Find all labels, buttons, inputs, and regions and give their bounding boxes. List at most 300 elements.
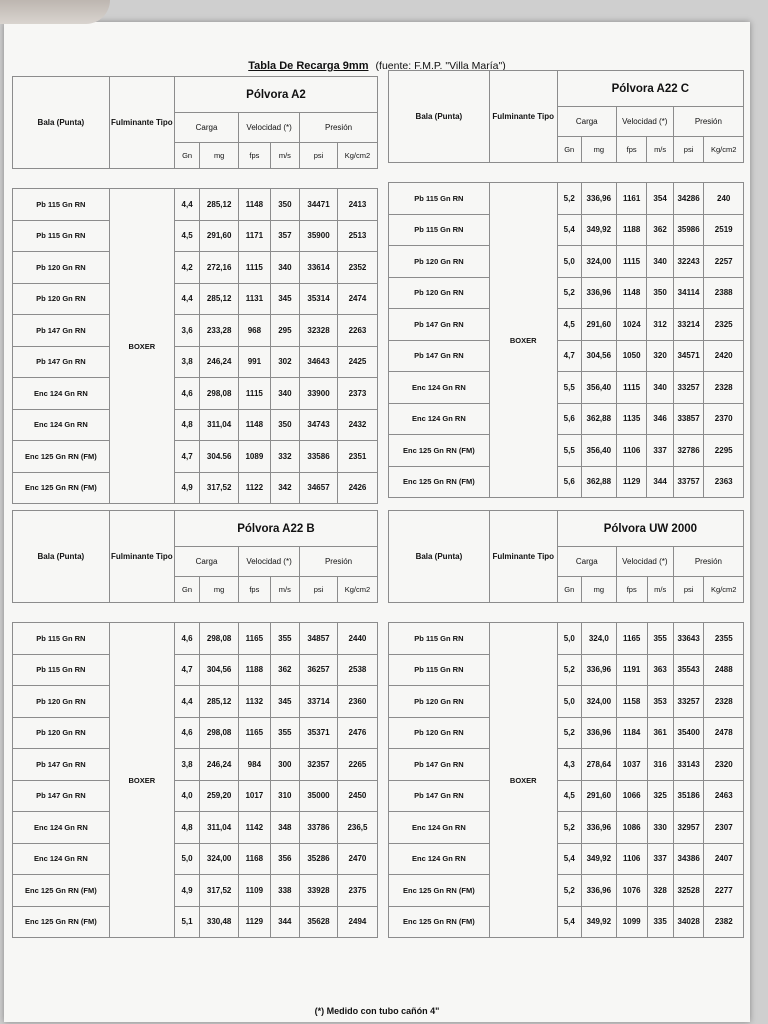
table-row	[13, 623, 378, 655]
value-cell: 32957	[673, 812, 704, 844]
table-row	[389, 906, 744, 938]
value-cell: 1161	[616, 183, 647, 215]
value-cell: 340	[647, 246, 673, 278]
value-cell: 2382	[704, 906, 744, 938]
bala-cell: Enc 125 Gn RN (FM)	[13, 875, 110, 907]
value-cell: 1089	[239, 441, 271, 473]
value-cell: 304,56	[581, 340, 616, 372]
table-row	[389, 466, 744, 498]
value-cell: 1115	[616, 372, 647, 404]
unit-header: m/s	[270, 143, 299, 169]
bala-cell: Enc 124 Gn RN	[389, 812, 490, 844]
bala-cell: Enc 125 Gn RN (FM)	[389, 906, 490, 938]
value-cell: 33757	[673, 466, 704, 498]
value-cell: 345	[270, 283, 299, 315]
bala-header: Bala (Punta)	[13, 77, 110, 169]
fulminante-header: Fulminante Tipo	[109, 77, 174, 169]
value-cell: 5,6	[557, 403, 581, 435]
table-row	[13, 346, 378, 378]
value-cell: 336,96	[581, 875, 616, 907]
value-cell: 300	[270, 749, 299, 781]
value-cell: 2426	[337, 472, 377, 504]
value-cell: 4,8	[174, 812, 199, 844]
value-cell: 2370	[704, 403, 744, 435]
bala-cell: Pb 120 Gn RN	[389, 277, 490, 309]
value-cell: 2420	[704, 340, 744, 372]
bala-cell: Pb 147 Gn RN	[389, 340, 490, 372]
value-cell: 2413	[337, 189, 377, 221]
title-text: Tabla De Recarga 9mm	[248, 60, 369, 72]
table-row	[13, 220, 378, 252]
unit-header: mg	[581, 577, 616, 603]
value-cell: 34571	[673, 340, 704, 372]
value-cell: 332	[270, 441, 299, 473]
value-cell: 1115	[239, 378, 271, 410]
value-cell: 349,92	[581, 843, 616, 875]
primer-cell: BOXER	[109, 189, 174, 504]
value-cell: 33614	[300, 252, 338, 284]
value-cell: 2373	[337, 378, 377, 410]
value-cell: 2328	[704, 686, 744, 718]
value-cell: 4,3	[557, 749, 581, 781]
value-cell: 5,0	[557, 246, 581, 278]
value-cell: 349,92	[581, 214, 616, 246]
value-cell: 2257	[704, 246, 744, 278]
presion-header: Presión	[673, 107, 743, 137]
value-cell: 356,40	[581, 435, 616, 467]
value-cell: 2325	[704, 309, 744, 341]
value-cell: 336,96	[581, 717, 616, 749]
value-cell: 355	[270, 717, 299, 749]
value-cell: 362,88	[581, 466, 616, 498]
value-cell: 346	[647, 403, 673, 435]
spacer-row	[389, 603, 744, 623]
bala-cell: Enc 124 Gn RN	[389, 372, 490, 404]
value-cell: 353	[647, 686, 673, 718]
value-cell: 2538	[337, 654, 377, 686]
table-row	[13, 441, 378, 473]
value-cell: 338	[270, 875, 299, 907]
value-cell: 3,8	[174, 749, 199, 781]
value-cell: 340	[270, 378, 299, 410]
value-cell: 33857	[673, 403, 704, 435]
bala-cell: Pb 120 Gn RN	[13, 717, 110, 749]
table-row	[13, 252, 378, 284]
unit-header: Gn	[557, 137, 581, 163]
value-cell: 349,92	[581, 906, 616, 938]
value-cell: 3,6	[174, 315, 199, 347]
bala-cell: Pb 120 Gn RN	[389, 686, 490, 718]
value-cell: 312	[647, 309, 673, 341]
table-row	[389, 843, 744, 875]
bala-cell: Enc 124 Gn RN	[13, 843, 110, 875]
table-row	[13, 780, 378, 812]
unit-header: psi	[300, 143, 338, 169]
bala-cell: Pb 147 Gn RN	[389, 780, 490, 812]
value-cell: 298,08	[200, 378, 239, 410]
bala-cell: Pb 147 Gn RN	[13, 780, 110, 812]
table-row	[389, 875, 744, 907]
carga-header: Carga	[174, 547, 238, 577]
bala-cell: Enc 125 Gn RN (FM)	[389, 875, 490, 907]
value-cell: 2407	[704, 843, 744, 875]
velocidad-header: Velocidad (*)	[616, 107, 673, 137]
unit-header: mg	[200, 143, 239, 169]
value-cell: 34471	[300, 189, 338, 221]
value-cell: 5,2	[557, 717, 581, 749]
table-row	[13, 843, 378, 875]
value-cell: 4,7	[174, 654, 199, 686]
table-row	[389, 717, 744, 749]
bala-cell: Enc 125 Gn RN (FM)	[389, 435, 490, 467]
value-cell: 34643	[300, 346, 338, 378]
value-cell: 324,0	[581, 623, 616, 655]
value-cell: 34114	[673, 277, 704, 309]
value-cell: 4,6	[174, 378, 199, 410]
value-cell: 34743	[300, 409, 338, 441]
value-cell: 361	[647, 717, 673, 749]
table-row	[13, 283, 378, 315]
value-cell: 357	[270, 220, 299, 252]
value-cell: 285,12	[200, 686, 239, 718]
value-cell: 2355	[704, 623, 744, 655]
value-cell: 1158	[616, 686, 647, 718]
value-cell: 336,96	[581, 654, 616, 686]
value-cell: 1109	[239, 875, 271, 907]
value-cell: 33257	[673, 686, 704, 718]
value-cell: 33714	[300, 686, 338, 718]
value-cell: 5,2	[557, 654, 581, 686]
value-cell: 2476	[337, 717, 377, 749]
value-cell: 1106	[616, 435, 647, 467]
table-row	[13, 189, 378, 221]
bala-cell: Pb 120 Gn RN	[13, 686, 110, 718]
value-cell: 991	[239, 346, 271, 378]
value-cell: 32328	[300, 315, 338, 347]
value-cell: 32357	[300, 749, 338, 781]
value-cell: 348	[270, 812, 299, 844]
value-cell: 1066	[616, 780, 647, 812]
bala-cell: Enc 124 Gn RN	[13, 409, 110, 441]
value-cell: 1148	[239, 189, 271, 221]
table-row	[389, 340, 744, 372]
bala-header: Bala (Punta)	[389, 511, 490, 603]
powder-title: Pólvora A22 B	[174, 511, 377, 547]
value-cell: 336,96	[581, 183, 616, 215]
value-cell: 1099	[616, 906, 647, 938]
value-cell: 4,5	[174, 220, 199, 252]
value-cell: 2470	[337, 843, 377, 875]
value-cell: 355	[270, 623, 299, 655]
value-cell: 1050	[616, 340, 647, 372]
value-cell: 984	[239, 749, 271, 781]
value-cell: 291,60	[581, 309, 616, 341]
table-row	[389, 214, 744, 246]
presion-header: Presión	[300, 547, 378, 577]
bala-cell: Enc 124 Gn RN	[389, 843, 490, 875]
unit-header: Kg/cm2	[704, 137, 744, 163]
value-cell: 2519	[704, 214, 744, 246]
value-cell: 4,0	[174, 780, 199, 812]
value-cell: 295	[270, 315, 299, 347]
table-row	[389, 686, 744, 718]
powder-title: Pólvora A2	[174, 77, 377, 113]
value-cell: 5,4	[557, 843, 581, 875]
value-cell: 2360	[337, 686, 377, 718]
value-cell: 1106	[616, 843, 647, 875]
value-cell: 328	[647, 875, 673, 907]
value-cell: 35986	[673, 214, 704, 246]
value-cell: 2320	[704, 749, 744, 781]
value-cell: 330	[647, 812, 673, 844]
value-cell: 2363	[704, 466, 744, 498]
value-cell: 310	[270, 780, 299, 812]
value-cell: 2277	[704, 875, 744, 907]
value-cell: 2307	[704, 812, 744, 844]
recarga-table	[12, 510, 378, 938]
value-cell: 2328	[704, 372, 744, 404]
value-cell: 5,1	[174, 906, 199, 938]
bala-cell: Enc 124 Gn RN	[13, 812, 110, 844]
value-cell: 4,6	[174, 623, 199, 655]
table-row	[13, 717, 378, 749]
unit-header: Kg/cm2	[337, 577, 377, 603]
value-cell: 1135	[616, 403, 647, 435]
value-cell: 336,96	[581, 812, 616, 844]
value-cell: 363	[647, 654, 673, 686]
value-cell: 1037	[616, 749, 647, 781]
value-cell: 4,7	[174, 441, 199, 473]
powder-title: Pólvora A22 C	[557, 71, 743, 107]
value-cell: 311,04	[200, 812, 239, 844]
value-cell: 1171	[239, 220, 271, 252]
value-cell: 33786	[300, 812, 338, 844]
bala-cell: Pb 120 Gn RN	[389, 717, 490, 749]
carga-header: Carga	[557, 107, 616, 137]
value-cell: 36257	[300, 654, 338, 686]
value-cell: 1024	[616, 309, 647, 341]
value-cell: 5,2	[557, 277, 581, 309]
value-cell: 1115	[616, 246, 647, 278]
value-cell: 2488	[704, 654, 744, 686]
value-cell: 2463	[704, 780, 744, 812]
value-cell: 2375	[337, 875, 377, 907]
table-polvora-a22c	[388, 70, 744, 498]
value-cell: 35286	[300, 843, 338, 875]
document-page	[4, 22, 750, 1022]
table-polvora-a22b	[12, 510, 378, 938]
value-cell: 4,6	[174, 717, 199, 749]
powder-title: Pólvora UW 2000	[557, 511, 743, 547]
table-row	[13, 378, 378, 410]
value-cell: 4,9	[174, 875, 199, 907]
value-cell: 33643	[673, 623, 704, 655]
value-cell: 2265	[337, 749, 377, 781]
value-cell: 316	[647, 749, 673, 781]
value-cell: 1165	[239, 623, 271, 655]
value-cell: 2450	[337, 780, 377, 812]
value-cell: 324,00	[581, 686, 616, 718]
value-cell: 34028	[673, 906, 704, 938]
bala-cell: Pb 115 Gn RN	[13, 189, 110, 221]
table-row	[389, 246, 744, 278]
value-cell: 2263	[337, 315, 377, 347]
table-row	[389, 780, 744, 812]
presion-header: Presión	[300, 113, 378, 143]
spacer-row	[389, 163, 744, 183]
value-cell: 5,2	[557, 875, 581, 907]
value-cell: 1165	[616, 623, 647, 655]
velocidad-header: Velocidad (*)	[616, 547, 673, 577]
value-cell: 1129	[616, 466, 647, 498]
table-row	[389, 403, 744, 435]
value-cell: 35000	[300, 780, 338, 812]
value-cell: 330,48	[200, 906, 239, 938]
table-row	[13, 409, 378, 441]
bala-cell: Pb 115 Gn RN	[389, 183, 490, 215]
value-cell: 4,9	[174, 472, 199, 504]
value-cell: 33257	[673, 372, 704, 404]
value-cell: 5,0	[557, 686, 581, 718]
value-cell: 35900	[300, 220, 338, 252]
value-cell: 33928	[300, 875, 338, 907]
value-cell: 236,5	[337, 812, 377, 844]
value-cell: 240	[704, 183, 744, 215]
table-polvora-uw2000	[388, 510, 744, 938]
bala-cell: Pb 147 Gn RN	[13, 346, 110, 378]
value-cell: 337	[647, 435, 673, 467]
value-cell: 1122	[239, 472, 271, 504]
unit-header: Gn	[174, 577, 199, 603]
value-cell: 324,00	[200, 843, 239, 875]
value-cell: 35628	[300, 906, 338, 938]
table-row	[389, 623, 744, 655]
unit-header: mg	[581, 137, 616, 163]
bala-cell: Enc 124 Gn RN	[389, 403, 490, 435]
value-cell: 335	[647, 906, 673, 938]
value-cell: 1165	[239, 717, 271, 749]
value-cell: 2432	[337, 409, 377, 441]
value-cell: 298,08	[200, 623, 239, 655]
value-cell: 1188	[616, 214, 647, 246]
value-cell: 1076	[616, 875, 647, 907]
table-row	[389, 812, 744, 844]
bala-cell: Pb 115 Gn RN	[389, 623, 490, 655]
bala-cell: Pb 147 Gn RN	[389, 309, 490, 341]
value-cell: 1086	[616, 812, 647, 844]
velocidad-header: Velocidad (*)	[239, 547, 300, 577]
bala-cell: Pb 115 Gn RN	[389, 654, 490, 686]
value-cell: 355	[647, 623, 673, 655]
unit-header: fps	[616, 137, 647, 163]
value-cell: 285,12	[200, 283, 239, 315]
value-cell: 278,64	[581, 749, 616, 781]
bala-cell: Pb 115 Gn RN	[13, 654, 110, 686]
table-row	[389, 749, 744, 781]
table-row	[13, 749, 378, 781]
unit-header: psi	[673, 137, 704, 163]
value-cell: 32243	[673, 246, 704, 278]
velocidad-header: Velocidad (*)	[239, 113, 300, 143]
value-cell: 35543	[673, 654, 704, 686]
unit-header: m/s	[647, 577, 673, 603]
value-cell: 317,52	[200, 875, 239, 907]
bala-header: Bala (Punta)	[389, 71, 490, 163]
value-cell: 5,6	[557, 466, 581, 498]
value-cell: 4,5	[557, 309, 581, 341]
table-row	[389, 309, 744, 341]
bala-header: Bala (Punta)	[13, 511, 110, 603]
value-cell: 246,24	[200, 749, 239, 781]
value-cell: 342	[270, 472, 299, 504]
value-cell: 350	[647, 277, 673, 309]
value-cell: 3,8	[174, 346, 199, 378]
value-cell: 5,4	[557, 214, 581, 246]
recarga-table	[388, 70, 744, 498]
unit-header: m/s	[270, 577, 299, 603]
table-row	[13, 812, 378, 844]
value-cell: 317,52	[200, 472, 239, 504]
bala-cell: Pb 115 Gn RN	[13, 623, 110, 655]
bala-cell: Pb 115 Gn RN	[389, 214, 490, 246]
value-cell: 33586	[300, 441, 338, 473]
value-cell: 304.56	[200, 441, 239, 473]
unit-header: fps	[239, 143, 271, 169]
value-cell: 2351	[337, 441, 377, 473]
unit-header: psi	[673, 577, 704, 603]
bala-cell: Pb 147 Gn RN	[13, 315, 110, 347]
value-cell: 325	[647, 780, 673, 812]
table-row	[389, 435, 744, 467]
value-cell: 259,20	[200, 780, 239, 812]
table-row	[389, 277, 744, 309]
value-cell: 2388	[704, 277, 744, 309]
value-cell: 336,96	[581, 277, 616, 309]
value-cell: 35186	[673, 780, 704, 812]
value-cell: 1148	[239, 409, 271, 441]
table-row	[13, 686, 378, 718]
value-cell: 362	[270, 654, 299, 686]
value-cell: 2352	[337, 252, 377, 284]
unit-header: fps	[616, 577, 647, 603]
value-cell: 304,56	[200, 654, 239, 686]
value-cell: 4,4	[174, 189, 199, 221]
value-cell: 34657	[300, 472, 338, 504]
value-cell: 324,00	[581, 246, 616, 278]
value-cell: 302	[270, 346, 299, 378]
value-cell: 362,88	[581, 403, 616, 435]
value-cell: 5,0	[557, 623, 581, 655]
value-cell: 2440	[337, 623, 377, 655]
value-cell: 1188	[239, 654, 271, 686]
value-cell: 35314	[300, 283, 338, 315]
value-cell: 356	[270, 843, 299, 875]
table-row	[389, 654, 744, 686]
value-cell: 272,16	[200, 252, 239, 284]
value-cell: 350	[270, 189, 299, 221]
primer-cell: BOXER	[109, 623, 174, 938]
value-cell: 246,24	[200, 346, 239, 378]
recarga-table	[12, 76, 378, 504]
value-cell: 32786	[673, 435, 704, 467]
value-cell: 1142	[239, 812, 271, 844]
unit-header: Gn	[557, 577, 581, 603]
value-cell: 5,5	[557, 435, 581, 467]
table-row	[13, 906, 378, 938]
value-cell: 2513	[337, 220, 377, 252]
thumb-shadow	[0, 0, 110, 24]
value-cell: 340	[270, 252, 299, 284]
